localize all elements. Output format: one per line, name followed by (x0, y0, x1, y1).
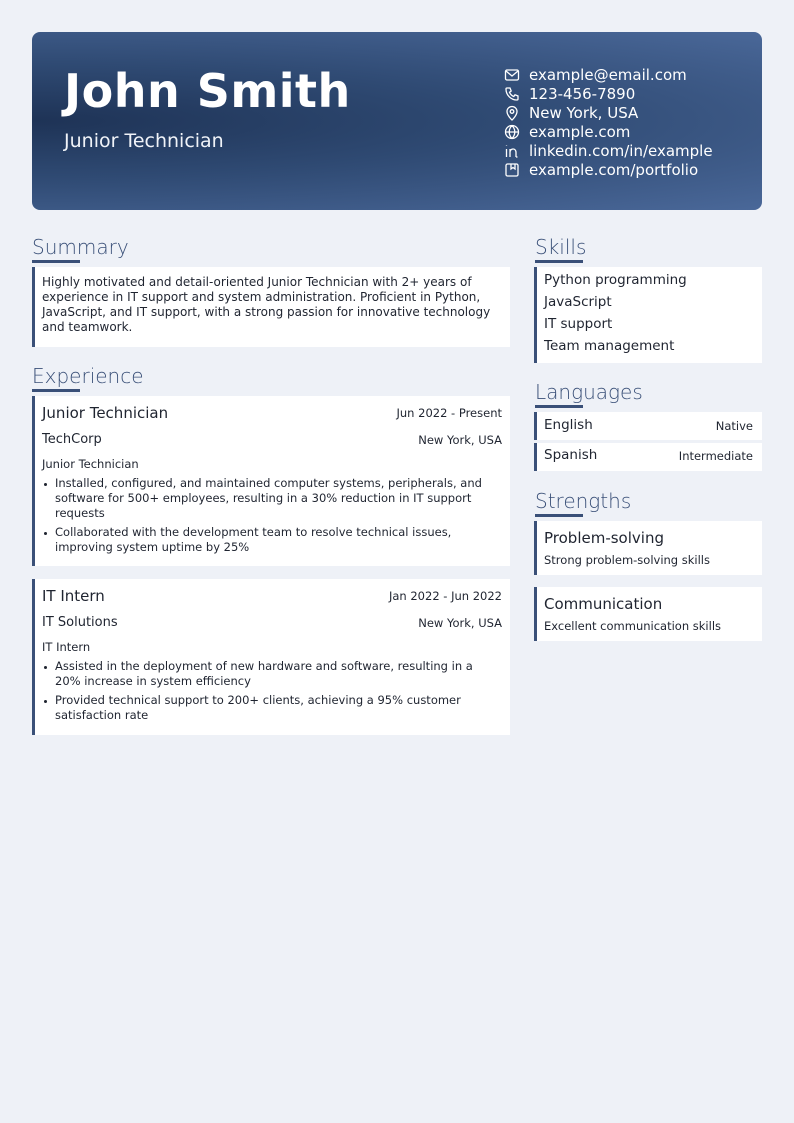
email-icon (504, 67, 520, 83)
linkedin-icon (504, 143, 520, 159)
job-date: Jan 2022 - Jun 2022 (388, 589, 502, 603)
portfolio-icon (504, 162, 520, 178)
candidate-title: Junior Technician (64, 130, 224, 152)
job-company: IT Solutions (42, 615, 118, 630)
languages-heading: Languages (535, 380, 643, 404)
contact-location (504, 103, 713, 122)
job-location: New York, USA (418, 433, 502, 447)
job-bullet: Collaborated with the development team to resolve technical issues, improving system uptime by 25% (42, 525, 497, 555)
contact-text: example@email.com (529, 65, 687, 84)
job-title: Junior Technician (42, 404, 169, 422)
job-bullet: Provided technical support to 200+ clients, achieving a 95% customer satisfaction rate (42, 693, 500, 723)
strength-description: Strong problem-solving skills (544, 553, 710, 567)
phone-icon (504, 86, 520, 102)
language-name: English (544, 417, 593, 433)
job-role: Junior Technician (42, 457, 139, 471)
contact-email[interactable] (504, 65, 713, 84)
summary-underline (32, 260, 80, 263)
contact-text: 123-456-7890 (529, 84, 636, 103)
experience-underline (32, 389, 80, 392)
contact-list (504, 65, 713, 179)
job-role: IT Intern (42, 640, 91, 654)
strength-title: Problem-solving (544, 529, 664, 547)
skills-underline (535, 260, 583, 263)
job-bullet: Installed, configured, and maintained computer systems, peripherals, and software for 500+ employees, resulting in a 30% reduction in IT support requests (42, 476, 497, 521)
resume-header (32, 32, 762, 210)
contact-text: linkedin.com/in/example (529, 141, 713, 160)
language-level: Native (715, 419, 753, 433)
job-title: IT Intern (42, 587, 105, 605)
location-icon (504, 105, 520, 121)
strength-description: Excellent communication skills (544, 619, 722, 633)
skill-item: IT support (544, 316, 613, 332)
skill-item: JavaScript (544, 294, 612, 310)
contact-text: New York, USA (529, 103, 639, 122)
strength-title: Communication (544, 595, 663, 613)
strengths-heading: Strengths (535, 489, 632, 513)
globe-icon (504, 124, 520, 140)
skill-item: Python programming (544, 272, 687, 288)
contact-text: example.com/portfolio (529, 160, 699, 179)
job-bullets (42, 476, 497, 559)
job-date: Jun 2022 - Present (396, 406, 502, 420)
skill-item: Team management (544, 338, 675, 354)
language-level: Intermediate (678, 449, 753, 463)
job-bullet: Assisted in the deployment of new hardware and software, resulting in a 20% increase in system efficiency (42, 659, 500, 689)
strengths-underline (535, 514, 583, 517)
contact-portfolio[interactable] (504, 160, 713, 179)
contact-text: example.com (529, 122, 631, 141)
language-name: Spanish (544, 447, 598, 463)
job-bullets (42, 659, 500, 727)
summary-text: Highly motivated and detail-oriented Junior Technician with 2+ years of experience in IT support and system administration. Proficient in Python, JavaScript, and IT support, with a strong passion for innovative technology and teamwork. (42, 275, 491, 334)
contact-phone[interactable] (504, 84, 713, 103)
job-location: New York, USA (418, 616, 502, 630)
contact-linkedin[interactable] (504, 141, 713, 160)
job-company: TechCorp (42, 432, 102, 447)
skills-heading: Skills (535, 235, 587, 259)
candidate-name: John Smith (64, 64, 351, 118)
experience-heading: Experience (32, 364, 144, 388)
contact-website[interactable] (504, 122, 713, 141)
summary-heading: Summary (32, 235, 129, 259)
languages-underline (535, 405, 583, 408)
